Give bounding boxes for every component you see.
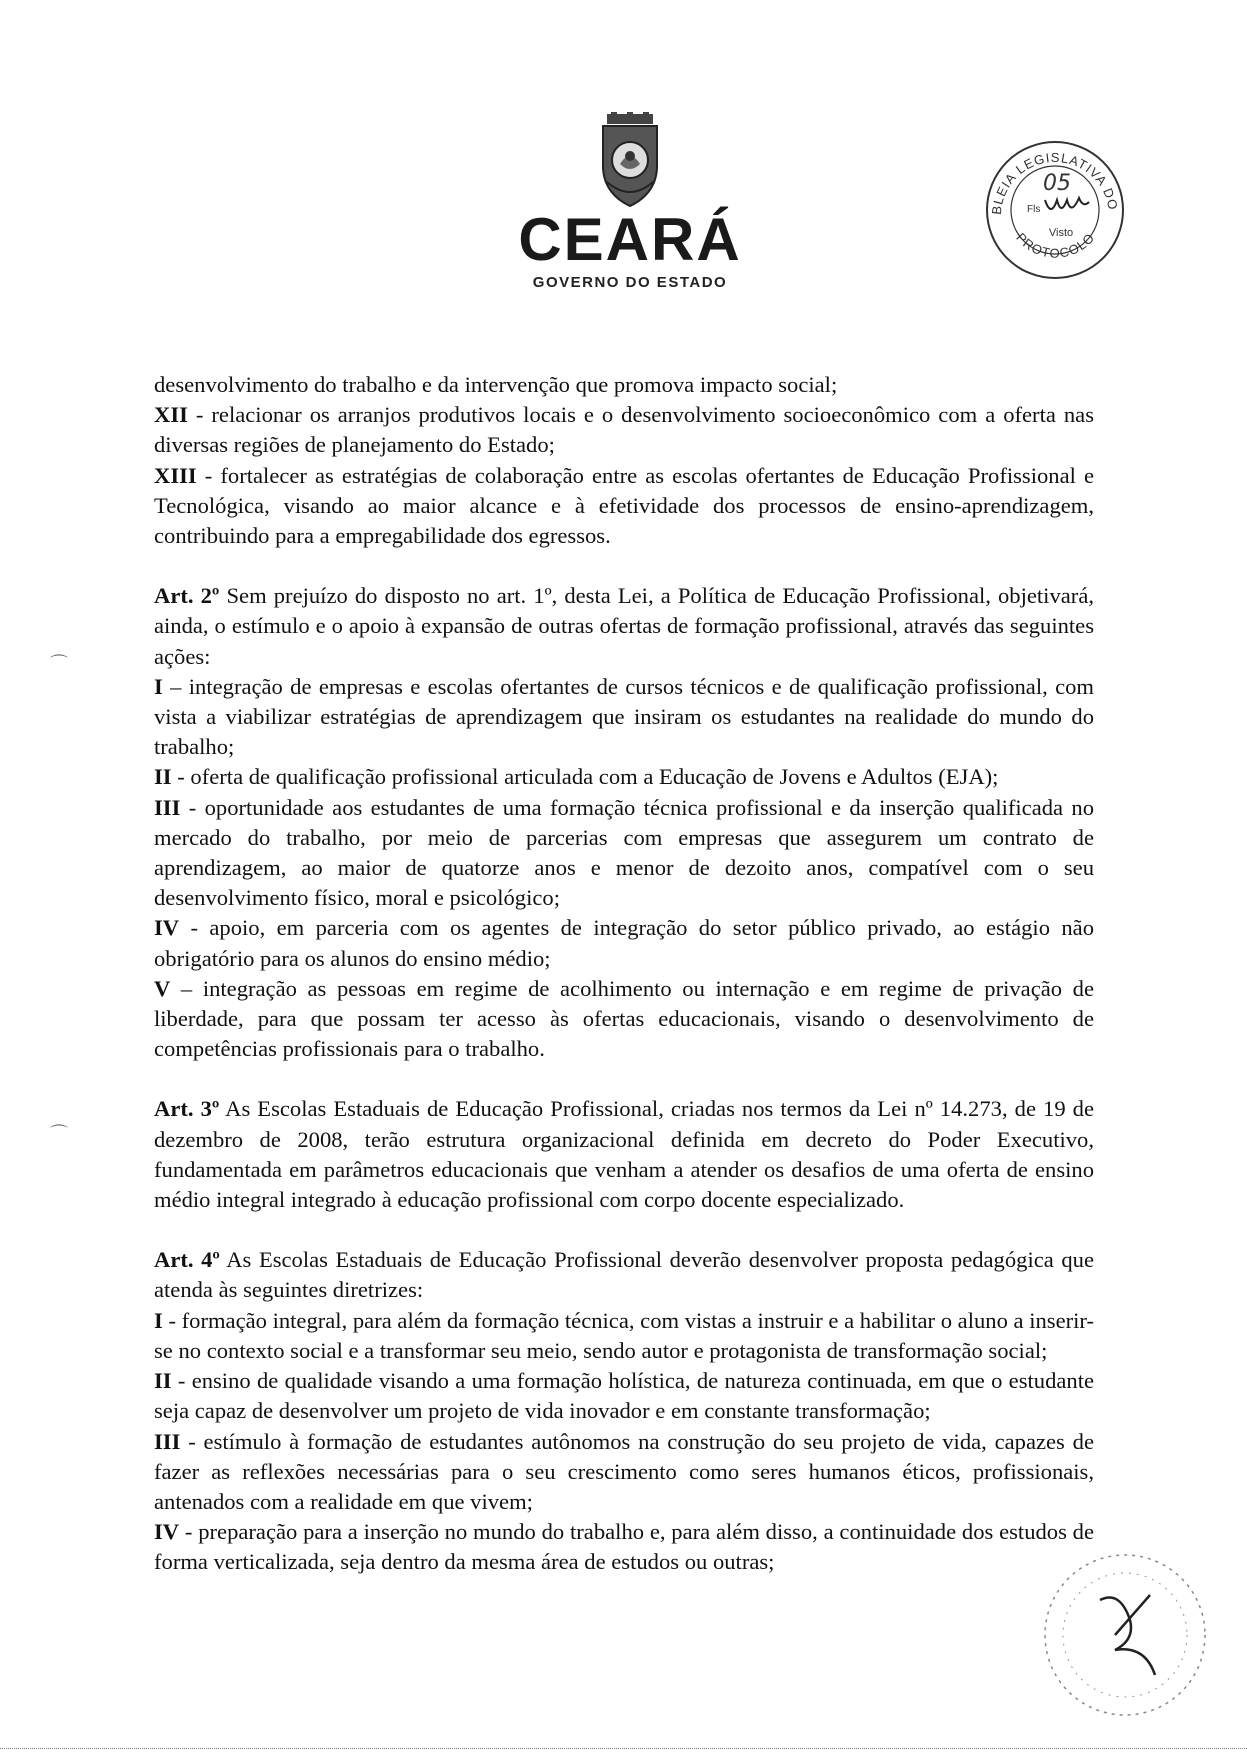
paragraph-text: - relacionar os arranjos produtivos locais e o desenvolvimento socioeconômico com a oferta nas diversas regiões de planejamento do Estado; [154, 402, 1094, 458]
stamp-page-number: 05 [1043, 171, 1071, 196]
paragraph [154, 400, 1094, 460]
list-item [154, 1427, 1094, 1518]
article-3 [154, 1094, 1094, 1215]
item-number: I [154, 673, 163, 699]
article-2 [154, 581, 1094, 1064]
article-label: Art. 3º [154, 1096, 220, 1122]
item-text: - preparação para a inserção no mundo do trabalho e, para além disso, a continuidade dos estudos de forma verticalizada, seja dentro da mesma área de estudos ou outras; [154, 1519, 1094, 1575]
paragraph [154, 370, 1094, 400]
item-number: XIII [154, 462, 197, 488]
list-item [154, 672, 1094, 763]
rubric-stamp [1030, 1540, 1220, 1730]
margin-mark: ⌒ [50, 654, 68, 675]
item-number: III [154, 1428, 181, 1454]
stamp-label-visto: Visto [1048, 227, 1074, 239]
list-item [154, 793, 1094, 914]
list-item [154, 913, 1094, 973]
item-text: - estímulo à formação de estudantes autônomos na construção do seu projeto de vida, capazes de fazer as reflexões necessárias para o seu crescimento como seres humanos éticos, profissionais, antenados com a realidade em que vivem; [154, 1428, 1094, 1514]
paragraph-text: desenvolvimento do trabalho e da intervenção que promova impacto social; [154, 372, 838, 397]
list-item [154, 1517, 1094, 1577]
article-text: As Escolas Estaduais de Educação Profissional, criadas nos termos da Lei nº 14.273, de 19 de dezembro de 2008, terão estrutura organizacional definida em decreto do Poder Executivo, fundamentada em parâmetros educacionais que venham a atender os desafios de uma oferta de ensino médio integral integrado à educação profissional com corpo docente especializado. [154, 1096, 1094, 1213]
item-text: - ensino de qualidade visando a uma formação holística, de natureza continuada, em que o estudante seja capaz de desenvolver um projeto de vida inovador e em constante transformação; [154, 1368, 1094, 1424]
list-item [154, 974, 1094, 1065]
item-text: – integração as pessoas em regime de acolhimento ou internação e em regime de privação de liberdade, para que possam ter acesso às ofertas educacionais, visando o desenvolvimento de competências profissionais para o trabalho. [154, 975, 1094, 1062]
rubric-seal-icon [1030, 1540, 1220, 1730]
item-number: IV [154, 915, 180, 941]
margin-mark: ⌒ [50, 1124, 68, 1145]
item-number: II [154, 764, 172, 790]
item-text: – integração de empresas e escolas ofertantes de cursos técnicos e de qualificação profissional, com vista a viabilizar estratégias de aprendizagem que insiram os estudantes na realidade do mundo do trabalho; [154, 673, 1094, 760]
stamp-arc-text: BLEIA LEGISLATIVA DO [988, 149, 1121, 216]
article-label: Art. 2º [154, 583, 220, 609]
protocol-stamp [983, 138, 1128, 283]
article-label: Art. 4º [154, 1247, 220, 1273]
article-text: Sem prejuízo do disposto no art. 1º, desta Lei, a Política de Educação Profissional, objetivará, ainda, o estímulo e o apoio à expansão de outras ofertas de formação profissional, através das seguintes ações: [154, 583, 1094, 669]
item-number: XII [154, 402, 188, 428]
article-heading [154, 1245, 1094, 1305]
list-item [154, 1306, 1094, 1366]
article-4 [154, 1245, 1094, 1577]
item-number: I [154, 1307, 163, 1333]
item-number: V [154, 975, 171, 1001]
article-heading [154, 581, 1094, 672]
item-text: - apoio, em parceria com os agentes de integração do setor público privado, ao estágio não obrigatório para os alunos do ensino médio; [154, 915, 1094, 971]
list-item [154, 1366, 1094, 1426]
article-text: As Escolas Estaduais de Educação Profissional deverão desenvolver proposta pedagógica que atenda às seguintes diretrizes: [154, 1247, 1094, 1303]
item-number: IV [154, 1519, 180, 1545]
list-item [154, 762, 1094, 792]
rubric-signature [1100, 1595, 1155, 1675]
coat-of-arms-icon [585, 112, 675, 212]
stamp-label-fls: Fls [1027, 204, 1041, 215]
item-text: - oportunidade aos estudantes de uma formação técnica profissional e da inserção qualificada no mercado do trabalho, por meio de parcerias com empresas que assegurem um contrato de aprendizagem, ao maior de quatorze anos e menor de dezoito anos, compatível com o seu desenvolvimento físico, moral e psicológico; [154, 794, 1094, 911]
item-text: - formação integral, para além da formação técnica, com vistas a instruir e a habilitar o aluno a inserir-se no contexto social e a transformar seu meio, sendo autor e protagonista de transformação social; [154, 1307, 1094, 1363]
item-number: II [154, 1368, 172, 1394]
stamp-signature [1045, 198, 1089, 209]
header-logo [505, 112, 755, 292]
brand-subtitle: GOVERNO DO ESTADO [532, 274, 728, 291]
document-body [154, 370, 1094, 1578]
stamp-seal-icon [983, 138, 1128, 283]
item-text: - oferta de qualificação profissional articulada com a Educação de Jovens e Adultos (EJA); [171, 764, 999, 790]
paragraph [154, 461, 1094, 552]
item-number: III [154, 794, 181, 820]
stamp-bottom-text: PROTOCOLO [1013, 229, 1098, 261]
paragraph-text: - fortalecer as estratégias de colaboração entre as escolas ofertantes de Educação Profissional e Tecnológica, visando ao maior alcance e à efetividade dos processos de ensino-aprendizagem, contribuindo para a empregabilidade dos egressos. [154, 462, 1094, 549]
footer-rule [0, 1748, 1247, 1749]
brand-name: CEARÁ [518, 206, 742, 273]
article-heading [154, 1094, 1094, 1215]
